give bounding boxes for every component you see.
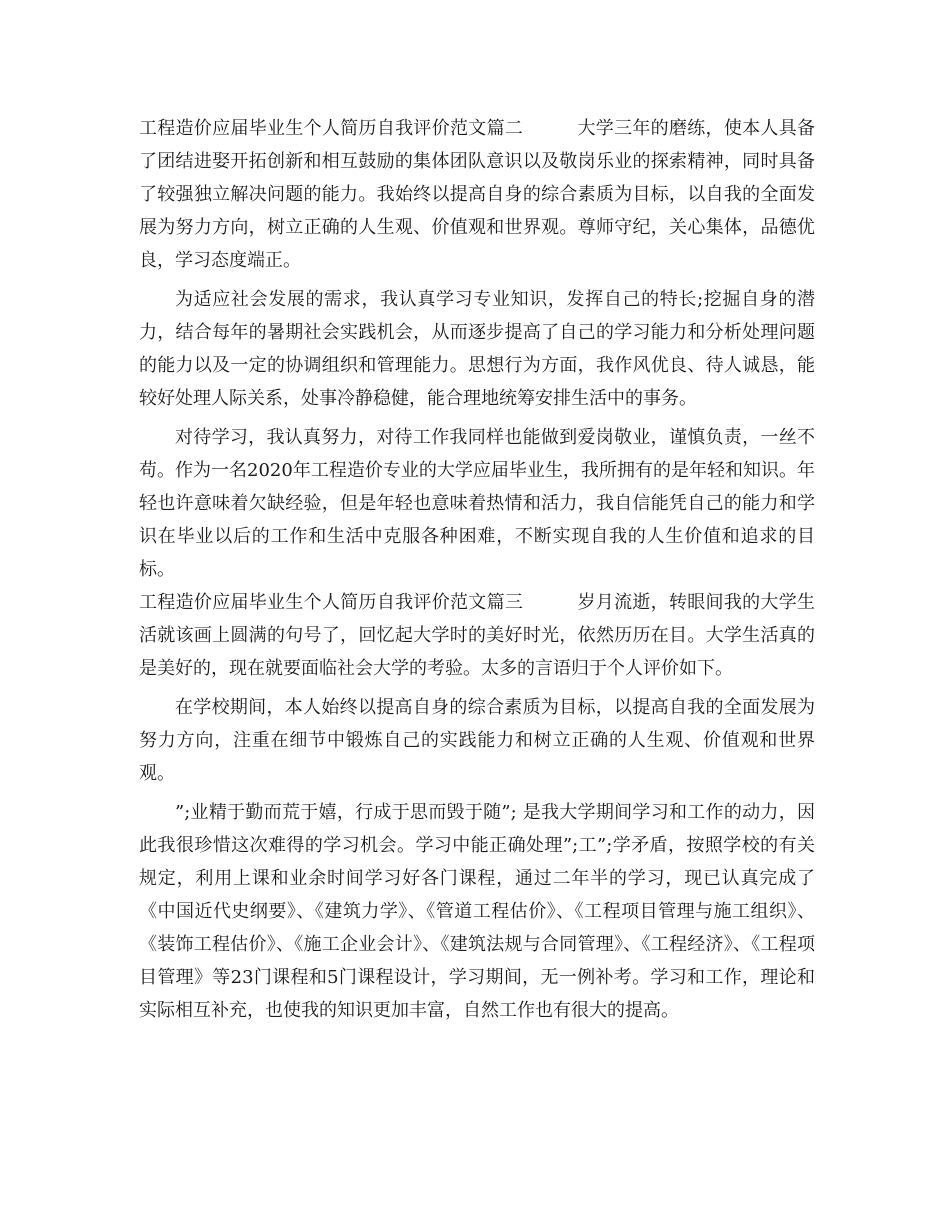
section-two-heading: 工程造价应届毕业生个人简历自我评价范文篇二 [139, 118, 524, 139]
section-two-paragraph: 对待学习，我认真努力，对待工作我同样也能做到爱岗敬业，谨慎负责，一丝不苟。作为一名2020年工程造价专业的大学应届毕业生，我所拥有的是年轻和知识。年轻也许意味着欠缺经验，但是年轻也意味着热情和活力，我自信能凭自己的能力和学识在毕业以后的工作和生活中克服各种困难，不断实现自我的人生价值和追求的目标。 [139, 427, 815, 580]
section-three-paragraph: ”;业精于勤而荒于嬉，行成于思而毁于随”; 是我大学期间学习和工作的动力，因此我很珍惜这次难得的学习机会。学习中能正确处理”;工”;学矛盾，按照学校的有关规定，利用上课和业余时间学习好各门课程，通过二年半的学习，现已认真完成了《中国近代史纲要》、《建筑力学》、《管道工程估价》、《工程项目管理与施工组织》、《装饰工程估价》、《施工企业会计》、《建筑法规与合同管理》、《工程经济》、《工程项目管理》等23门课程和5门课程设计，学习期间，无一例补考。学习和工作，理论和实际相互补充，也使我的知识更加丰富，自然工作也有很大的提高。 [139, 802, 815, 1021]
section-three-paragraph: 在学校期间，本人始终以提高自身的综合素质为目标，以提高自我的全面发展为努力方向，注重在细节中锻炼自己的实践能力和树立正确的人生观、价值观和世界观。 [139, 697, 815, 784]
section-three-heading: 工程造价应届毕业生个人简历自我评价范文篇三 [139, 592, 524, 613]
section-three-intro [139, 586, 815, 685]
section-two-paragraph: 为适应社会发展的需求，我认真学习专业知识，发挥自己的特长;挖掘自身的潜力，结合每年的暑期社会实践机会，从而逐步提高了自己的学习能力和分析处理问题的能力以及一定的协调组织和管理能力。思想行为方面，我作风优良、待人诚恳，能较好处理人际关系，处事冷静稳健，能合理地统筹安排生活中的事务。 [139, 289, 815, 409]
section-two-lead: 大学三年的磨练，使本人具备了团结进娶开拓创新和相互鼓励的集体团队意识以及敬岗乐业的探索精神，同时具备了较强独立解决问题的能力。我始终以提高自身的综合素质为目标，以自我的全面发展为努力方向，树立正确的人生观、价值观和世界观。尊师守纪，关心集体，品德优良，学习态度端正。 [139, 118, 816, 271]
section-two-intro [139, 112, 815, 277]
section-three-lead: 岁月流逝，转眼间我的大学生活就该画上圆满的句号了，回忆起大学时的美好时光，依然历历在目。大学生活真的是美好的，现在就要面临社会大学的考验。太多的言语归于个人评价如下。 [139, 592, 816, 679]
document-page [139, 112, 815, 1033]
